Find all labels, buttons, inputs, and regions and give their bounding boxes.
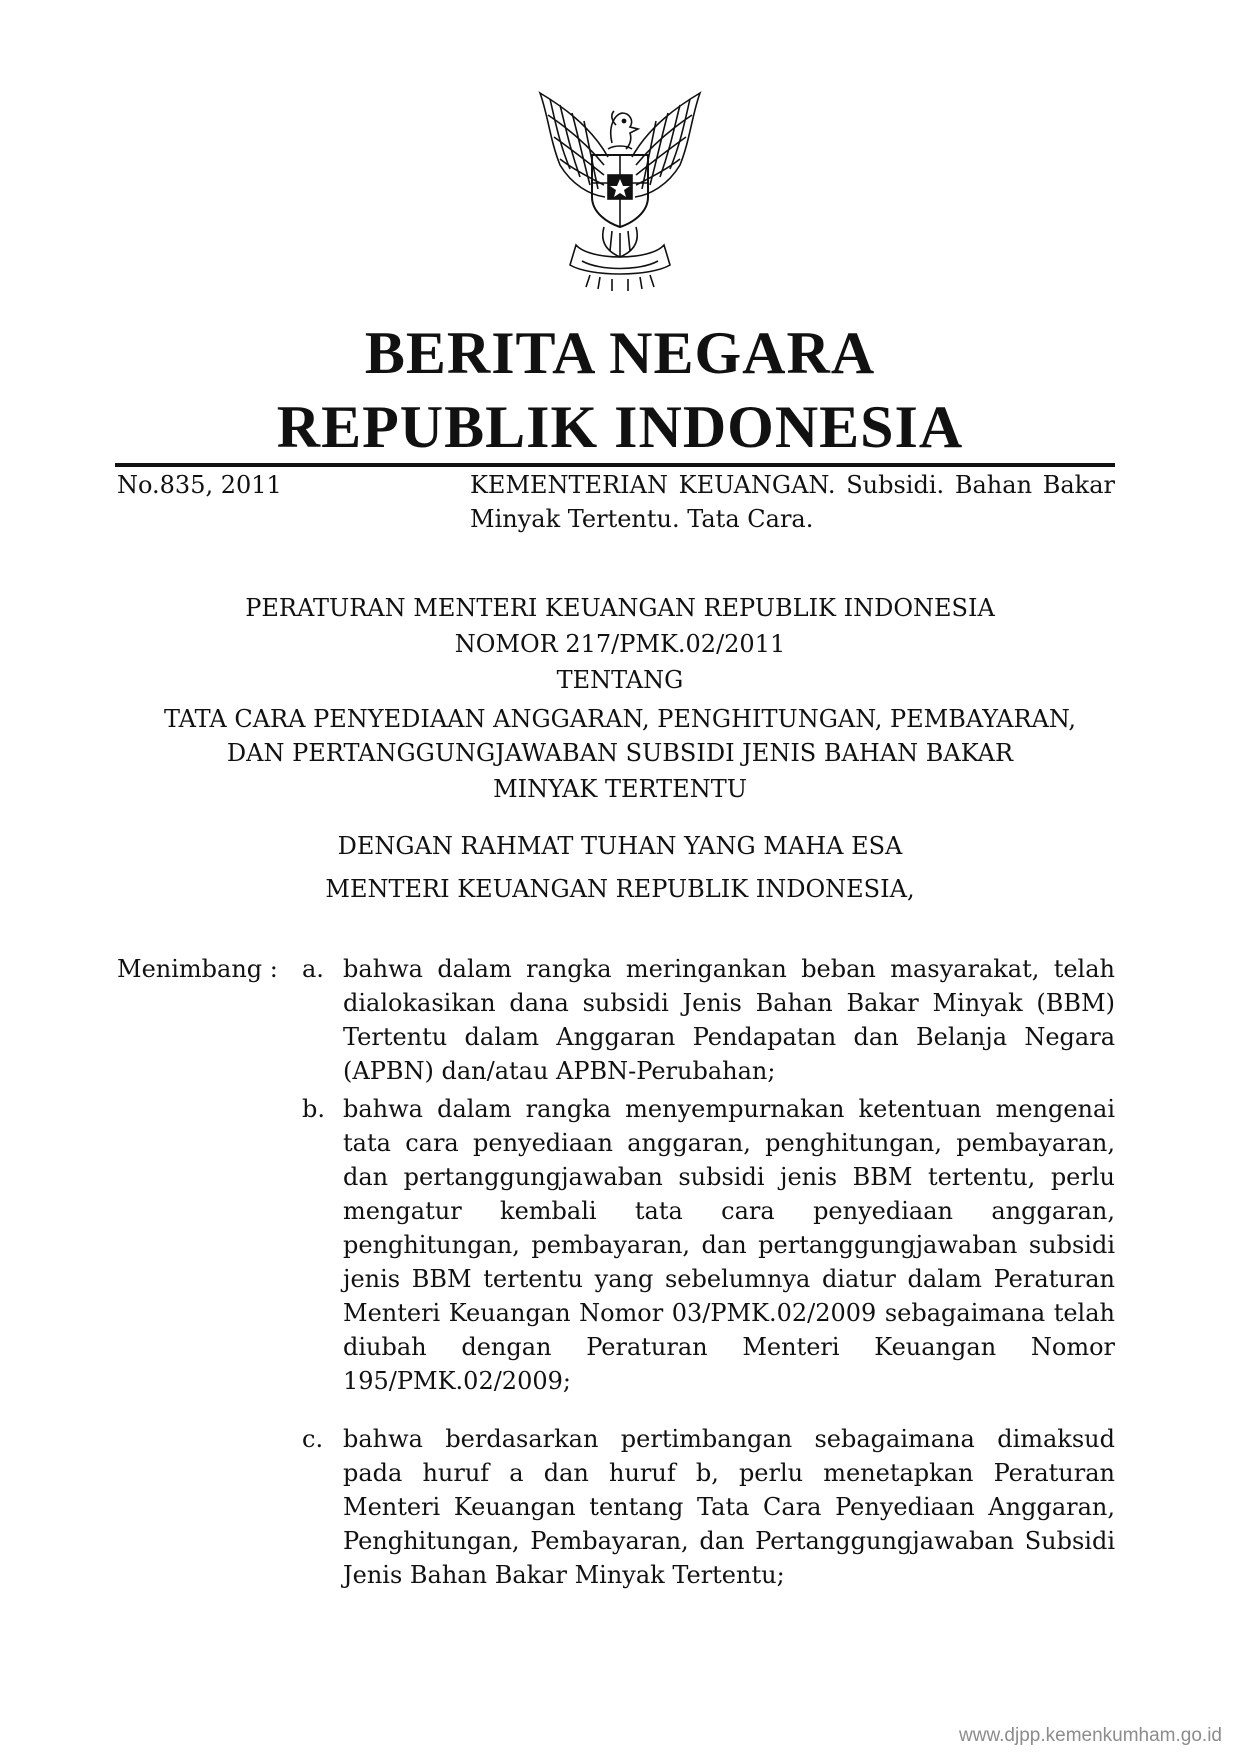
item-letter-c: c. <box>302 1425 324 1453</box>
minister-line: MENTERI KEUANGAN REPUBLIK INDONESIA, <box>325 875 915 903</box>
gazette-title-line1: BERITA NEGARA <box>364 320 876 386</box>
item-letter-b: b. <box>302 1095 325 1123</box>
considering-item-b: bahwa dalam rangka menyempurnakan ketentuan mengenai tata cara penyediaan anggaran, penghitungan, pembayaran, dan pertanggungjawaban subsidi jenis BBM tertentu, perlu mengatur kembali tata cara penyediaan anggaran, penghitungan, pembayaran, dan pertanggungjawaban subsidi jenis BBM tertentu yang sebelumnya diatur dalam Peraturan Menteri Keuangan Nomor 03/PMK.02/2009 sebagaimana telah diubah dengan Peraturan Menteri Keuangan Nomor 195/PMK.02/2009; <box>343 1095 1115 1395</box>
source-watermark: www.djpp.kemenkumham.go.id <box>959 1725 1222 1746</box>
regulation-about: TENTANG <box>556 666 684 694</box>
gazette-topic: KEMENTERIAN KEUANGAN. Subsidi. Bahan Bakar Minyak Tertentu. Tata Cara. <box>470 471 1115 533</box>
garuda-pancasila-emblem <box>520 85 720 295</box>
gazette-title-line2: REPUBLIK INDONESIA <box>276 394 964 460</box>
regulation-subject-line2: DAN PERTANGGUNGJAWABAN SUBSIDI JENIS BAHAN BAKAR <box>226 739 1014 767</box>
gazette-number: No.835, 2011 <box>117 471 282 499</box>
considering-item-c: bahwa berdasarkan pertimbangan sebagaimana dimaksud pada huruf a dan huruf b, perlu menetapkan Peraturan Menteri Keuangan tentang Tata Cara Penyediaan Anggaran, Penghitungan, Pembayaran, dan Pertanggungjawaban Subsidi Jenis Bahan Bakar Minyak Tertentu; <box>343 1425 1115 1589</box>
regulation-subject-line3: MINYAK TERTENTU <box>493 775 747 803</box>
regulation-subject-line1: TATA CARA PENYEDIAAN ANGGARAN, PENGHITUNGAN, PEMBAYARAN, <box>163 705 1077 733</box>
considering-label: Menimbang : <box>117 955 278 983</box>
regulation-number: NOMOR 217/PMK.02/2011 <box>454 630 786 658</box>
considering-item-a: bahwa dalam rangka meringankan beban masyarakat, telah dialokasikan dana subsidi Jenis Bahan Bakar Minyak (BBM) Tertentu dalam Anggaran Pendapatan dan Belanja Negara (APBN) dan/atau APBN-Perubahan; <box>343 955 1115 1085</box>
item-letter-a: a. <box>302 955 324 983</box>
header-divider <box>115 463 1115 467</box>
regulation-title: PERATURAN MENTERI KEUANGAN REPUBLIK INDONESIA <box>245 594 995 622</box>
preamble-line: DENGAN RAHMAT TUHAN YANG MAHA ESA <box>337 832 903 860</box>
